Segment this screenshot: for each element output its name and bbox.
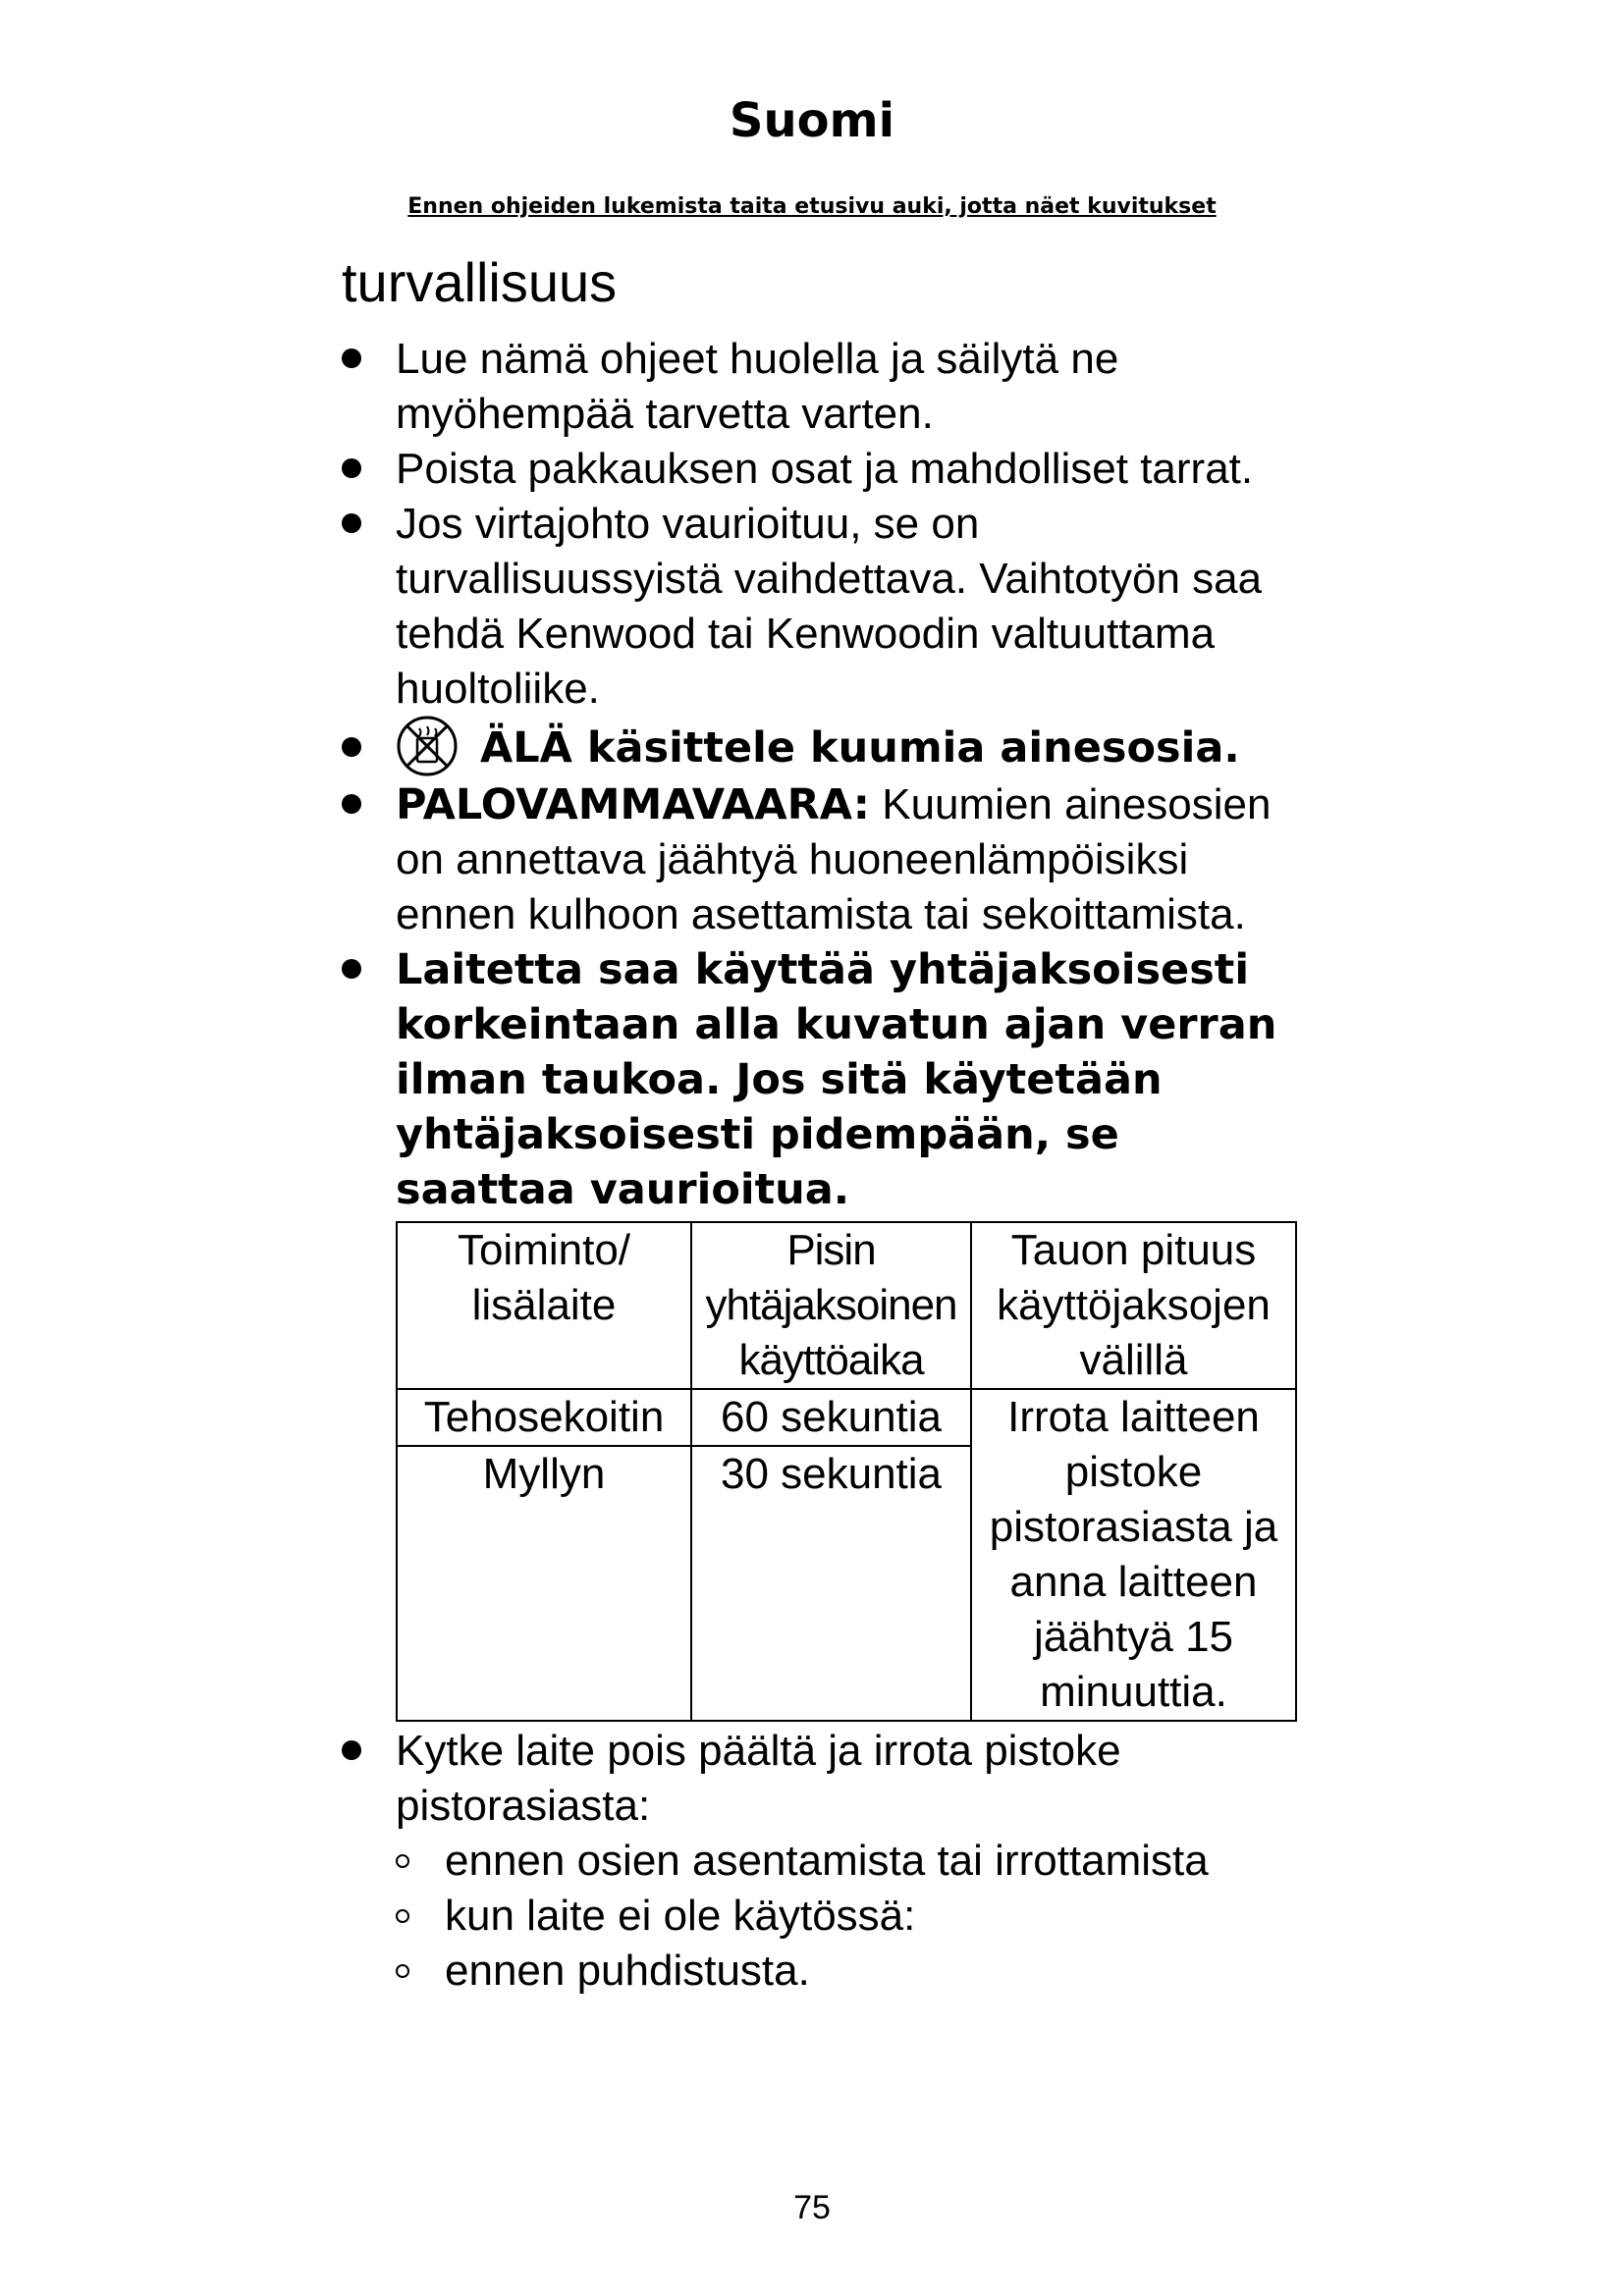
safety-content bbox=[342, 332, 1299, 1999]
table-cell: Tehosekoitin bbox=[397, 1389, 691, 1446]
section-heading: turvallisuus bbox=[342, 251, 618, 313]
page-title: Suomi bbox=[729, 93, 895, 148]
bullet-icon bbox=[342, 959, 361, 979]
table-header-row bbox=[397, 1222, 1296, 1389]
circle-bullet-icon bbox=[396, 1964, 409, 1978]
circle-bullet-icon bbox=[396, 1854, 409, 1868]
usage-time-table bbox=[396, 1221, 1297, 1722]
table-header: Pisin yhtäjaksoinen käyttöaika bbox=[691, 1222, 971, 1389]
bullet-icon bbox=[342, 513, 361, 533]
table-header: Toiminto/ lisälaite bbox=[397, 1222, 691, 1389]
table-cell: Irrota laitteen pistoke pistorasiasta ja anna laitteen jäähtyä 15 minuuttia. bbox=[971, 1389, 1296, 1721]
table-cell: Myllyn bbox=[397, 1446, 691, 1721]
bullet-icon bbox=[342, 458, 361, 478]
sub-list-item: kun laite ei ole käytössä: bbox=[342, 1889, 1299, 1944]
table-row bbox=[397, 1389, 1296, 1446]
table-header: Tauon pituus käyttöjaksojen välillä bbox=[971, 1222, 1296, 1389]
burn-warning-label: PALOVAMMAVAARA: bbox=[396, 780, 870, 830]
table-cell: 30 sekuntia bbox=[691, 1446, 971, 1721]
bullet-icon bbox=[342, 794, 361, 814]
circle-bullet-icon bbox=[396, 1909, 409, 1923]
list-item: Jos virtajohto vaurioituu, se on turvallisuussyistä vaihdettava. Vaihtotyön saa tehdä Kenwood tai Kenwoodin valtuuttama huoltoliike. bbox=[342, 497, 1299, 717]
list-item: Laitetta saa käyttää yhtäjaksoisesti korkeintaan alla kuvatun ajan verran ilman taukoa. Jos sitä käytetään yhtäjaksoisesti pidempään, se saattaa vaurioitua. bbox=[342, 942, 1299, 1217]
list-item: ÄLÄ käsittele kuumia ainesosia. bbox=[342, 721, 1299, 777]
no-hot-ingredients-icon bbox=[396, 715, 459, 777]
list-item: PALOVAMMAVAARA: Kuumien ainesosien on annettava jäähtyä huoneenlämpöisiksi ennen kulhoon asettamista tai sekoittamista. bbox=[342, 777, 1299, 942]
list-item: Poista pakkauksen osat ja mahdolliset tarrat. bbox=[342, 442, 1299, 497]
bullet-icon bbox=[342, 737, 361, 757]
list-item: Kytke laite pois päältä ja irrota pistoke pistorasiasta: bbox=[342, 1724, 1299, 1834]
sub-list-item: ennen puhdistusta. bbox=[342, 1944, 1299, 1999]
sub-list-item: ennen osien asentamista tai irrottamista bbox=[342, 1834, 1299, 1889]
table-cell: 60 sekuntia bbox=[691, 1389, 971, 1446]
page-number: 75 bbox=[793, 2189, 831, 2226]
intro-note: Ennen ohjeiden lukemista taita etusivu auki, jotta näet kuvitukset bbox=[407, 194, 1217, 219]
list-item: Lue nämä ohjeet huolella ja säilytä ne myöhempää tarvetta varten. bbox=[342, 332, 1299, 442]
bullet-icon bbox=[342, 1740, 361, 1760]
bullet-icon bbox=[342, 348, 361, 368]
